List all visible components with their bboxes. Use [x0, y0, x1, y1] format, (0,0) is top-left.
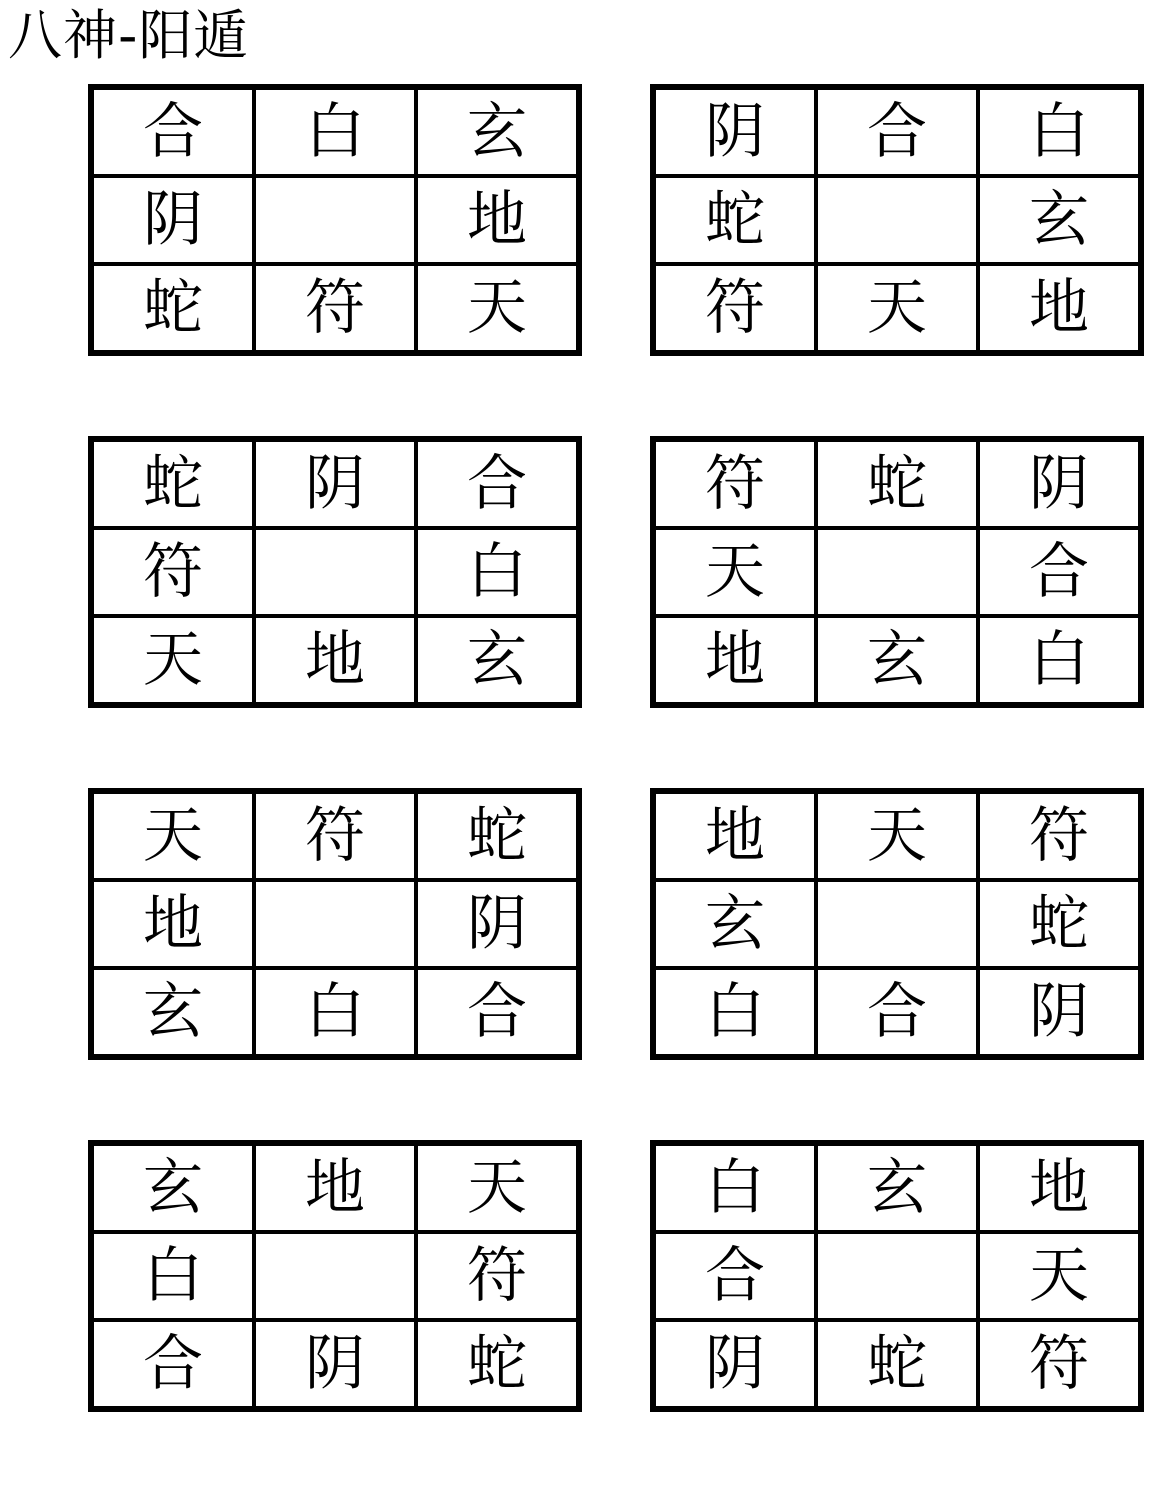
table-row	[91, 439, 579, 528]
chart-slot-1	[0, 84, 560, 436]
cell-r1c0: 符	[91, 528, 254, 616]
cell-r2c2: 地	[978, 264, 1141, 353]
chart-slot-4	[560, 436, 1120, 788]
cell-r2c0: 天	[91, 616, 254, 705]
chart-slot-5	[0, 788, 560, 1140]
chart-grid	[0, 84, 1170, 1492]
cell-r1c2: 阴	[416, 880, 579, 968]
cell-r2c1: 地	[254, 616, 416, 705]
table-row	[91, 87, 579, 176]
cell-r1c1-center-blank	[254, 528, 416, 616]
table-row	[653, 1320, 1141, 1409]
chart-4	[650, 436, 1144, 708]
cell-r2c2: 白	[978, 616, 1141, 705]
cell-r2c2: 符	[978, 1320, 1141, 1409]
table-row	[91, 880, 579, 968]
cell-r0c0: 符	[653, 439, 816, 528]
table-row	[653, 264, 1141, 353]
cell-r2c0: 蛇	[91, 264, 254, 353]
cell-r0c2: 合	[416, 439, 579, 528]
table-row	[653, 968, 1141, 1057]
cell-r0c0: 玄	[91, 1143, 254, 1232]
cell-r0c2: 玄	[416, 87, 579, 176]
cell-r0c1: 天	[816, 791, 978, 880]
chart-slot-6	[560, 788, 1120, 1140]
cell-r1c0: 玄	[653, 880, 816, 968]
page-title: 八神-阳遁	[8, 4, 249, 67]
chart-2	[650, 84, 1144, 356]
table-row	[653, 87, 1141, 176]
cell-r1c1-center-blank	[816, 880, 978, 968]
cell-r0c0: 阴	[653, 87, 816, 176]
cell-r0c0: 蛇	[91, 439, 254, 528]
cell-r1c2: 白	[416, 528, 579, 616]
table-row	[653, 1143, 1141, 1232]
cell-r1c0: 蛇	[653, 176, 816, 264]
table-row	[91, 968, 579, 1057]
cell-r2c2: 天	[416, 264, 579, 353]
chart-slot-2	[560, 84, 1120, 436]
cell-r0c2: 白	[978, 87, 1141, 176]
cell-r0c2: 地	[978, 1143, 1141, 1232]
table-row	[653, 880, 1141, 968]
cell-r2c2: 合	[416, 968, 579, 1057]
cell-r1c0: 白	[91, 1232, 254, 1320]
cell-r2c0: 合	[91, 1320, 254, 1409]
chart-slot-3	[0, 436, 560, 788]
cell-r0c0: 合	[91, 87, 254, 176]
table-row	[653, 528, 1141, 616]
cell-r2c0: 地	[653, 616, 816, 705]
cell-r2c1: 蛇	[816, 1320, 978, 1409]
chart-1	[88, 84, 582, 356]
chart-5	[88, 788, 582, 1060]
cell-r0c0: 地	[653, 791, 816, 880]
table-row	[653, 1232, 1141, 1320]
table-row	[91, 264, 579, 353]
cell-r1c1-center-blank	[254, 176, 416, 264]
cell-r2c1: 阴	[254, 1320, 416, 1409]
cell-r1c1-center-blank	[816, 1232, 978, 1320]
cell-r2c0: 符	[653, 264, 816, 353]
cell-r0c1: 地	[254, 1143, 416, 1232]
chart-7	[88, 1140, 582, 1412]
cell-r2c1: 白	[254, 968, 416, 1057]
cell-r1c2: 合	[978, 528, 1141, 616]
cell-r0c2: 符	[978, 791, 1141, 880]
cell-r1c2: 玄	[978, 176, 1141, 264]
cell-r2c0: 阴	[653, 1320, 816, 1409]
cell-r0c1: 白	[254, 87, 416, 176]
cell-r1c0: 合	[653, 1232, 816, 1320]
cell-r0c1: 蛇	[816, 439, 978, 528]
chart-8	[650, 1140, 1144, 1412]
table-row	[91, 176, 579, 264]
cell-r2c1: 天	[816, 264, 978, 353]
cell-r1c2: 地	[416, 176, 579, 264]
chart-3	[88, 436, 582, 708]
cell-r0c1: 合	[816, 87, 978, 176]
table-row	[653, 439, 1141, 528]
table-row	[91, 1143, 579, 1232]
cell-r1c0: 阴	[91, 176, 254, 264]
table-row	[91, 616, 579, 705]
cell-r1c1-center-blank	[254, 880, 416, 968]
cell-r2c2: 蛇	[416, 1320, 579, 1409]
cell-r1c2: 天	[978, 1232, 1141, 1320]
table-row	[653, 176, 1141, 264]
table-row	[653, 791, 1141, 880]
cell-r0c1: 符	[254, 791, 416, 880]
cell-r2c2: 玄	[416, 616, 579, 705]
cell-r0c2: 蛇	[416, 791, 579, 880]
chart-slot-8	[560, 1140, 1120, 1492]
cell-r0c0: 白	[653, 1143, 816, 1232]
table-row	[91, 528, 579, 616]
table-row	[91, 791, 579, 880]
cell-r1c1-center-blank	[254, 1232, 416, 1320]
cell-r2c1: 合	[816, 968, 978, 1057]
cell-r1c0: 地	[91, 880, 254, 968]
cell-r0c1: 阴	[254, 439, 416, 528]
table-row	[91, 1232, 579, 1320]
cell-r0c2: 阴	[978, 439, 1141, 528]
table-row	[91, 1320, 579, 1409]
cell-r0c1: 玄	[816, 1143, 978, 1232]
cell-r2c1: 玄	[816, 616, 978, 705]
cell-r2c0: 玄	[91, 968, 254, 1057]
chart-6	[650, 788, 1144, 1060]
chart-slot-7	[0, 1140, 560, 1492]
cell-r1c2: 符	[416, 1232, 579, 1320]
cell-r0c0: 天	[91, 791, 254, 880]
cell-r0c2: 天	[416, 1143, 579, 1232]
cell-r2c1: 符	[254, 264, 416, 353]
cell-r1c0: 天	[653, 528, 816, 616]
cell-r1c1-center-blank	[816, 176, 978, 264]
table-row	[653, 616, 1141, 705]
cell-r2c2: 阴	[978, 968, 1141, 1057]
cell-r2c0: 白	[653, 968, 816, 1057]
cell-r1c1-center-blank	[816, 528, 978, 616]
cell-r1c2: 蛇	[978, 880, 1141, 968]
